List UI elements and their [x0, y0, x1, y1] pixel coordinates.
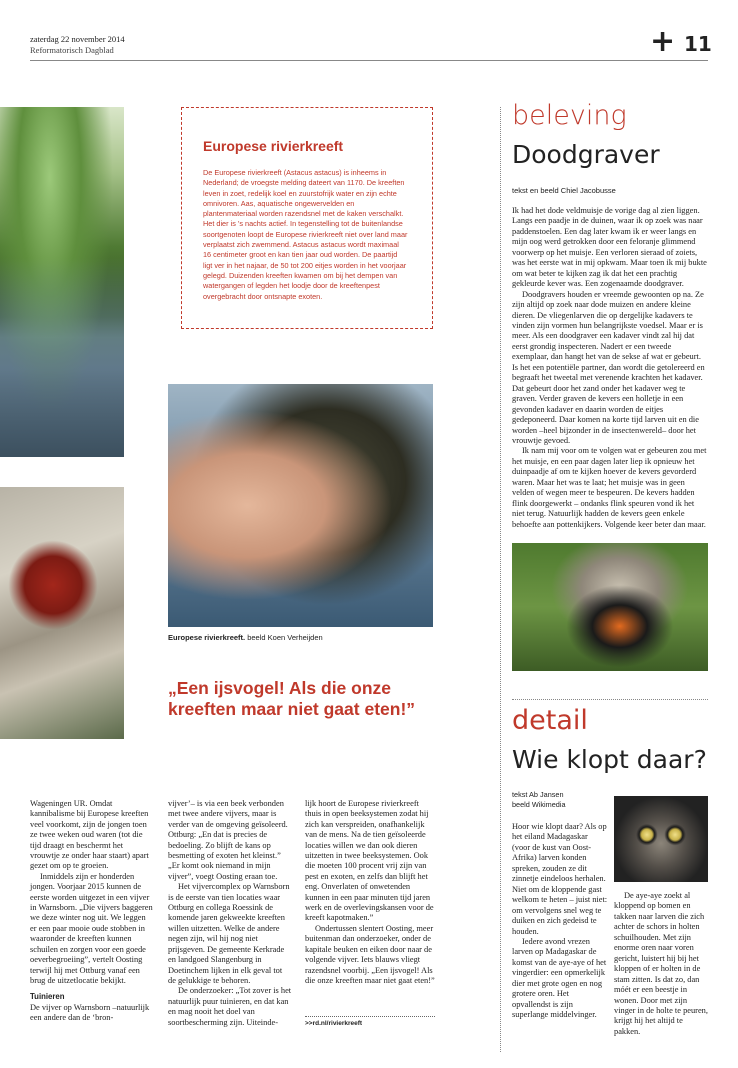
photo-caption: [168, 633, 438, 643]
detail-divider: [512, 699, 708, 700]
article-paragraph: De onderzoeker: „Tot zover is het natuurlijk puur tuinieren, en dat kan en mag nooit het doel van soortbescherming zijn. Uiteinde-: [168, 986, 292, 1027]
caption-title: Europese rivierkreeft.: [168, 633, 246, 642]
info-box-text: De Europese rivierkreeft (Astacus astacus) is inheems in Nederland; de vroegste melding dateert van 1170. De kreeften leven in zoet, redelijk koel en zuurstofrijk water en zijn echte omnivoren. Aas, aquatische ongewervelden en plantenmateriaal worden razendsnel met de kaken verschalkt. Het dier is ’s nachts actief. In tegenstelling tot de buitenlandse soortgenoten loopt de Europese rivierkreeft niet over land maar verplaatst zich zwemmend. Astacus astacus wordt maximaal 16 centimeter groot en kan tien jaar oud worden. De paartijd ligt ver in het najaar, de 50 tot 200 eitjes worden in het voorjaar gelegd. Duizenden kreeften kwamen om bij het dempen van watergangen of legden het loodje door de kreeftenpest overgebracht door ontsnapte exoten.: [203, 168, 408, 301]
pull-quote: „Een ijsvogel! Als die onze kreeften maar niet gaat eten!”: [168, 678, 416, 719]
detail-paragraph: Iedere avond vrezen larven op Madagaskar de komst van de aye-aye of het vingerdier: een opmerkelijk dier met grote ogen en nog grotere oren. Het opvallendst is zijn superlange middelvinger.: [512, 936, 607, 1020]
beleving-title: Doodgraver: [512, 140, 660, 169]
aye-aye-photo: [614, 796, 708, 882]
article-paragraph: vijver’– is via een beek verbonden met twee andere vijvers, maar is verder van de omgeving geïsoleerd. Ottburg: „En dat is precies de bedoeling. Zo blijft de kans op besmetting of exoten het kleinst.” „Er komt ook niemand in mijn vijver”, voegt Oosting eraan toe.: [168, 799, 288, 881]
info-box-title: Europese rivierkreeft: [203, 138, 344, 154]
detail-credit-image: beeld Wikimedia: [512, 800, 566, 809]
column-divider: [500, 107, 501, 1052]
section-label-beleving: beleving: [512, 100, 627, 131]
section-label-detail: detail: [512, 705, 588, 736]
article-column-3: [305, 799, 435, 986]
caption-credit: beeld Koen Verheijden: [247, 633, 323, 642]
beleving-text: [512, 206, 708, 530]
detail-title: Wie klopt daar?: [512, 745, 707, 774]
pond-water-reflection: [0, 258, 124, 457]
article-subheading: Tuinieren: [30, 992, 65, 1002]
detail-text-column-1: [512, 822, 608, 1021]
burying-beetle-photo: [512, 543, 708, 671]
article-column-2: [168, 799, 292, 1028]
article-paragraph: Inmiddels zijn er honderden jongen. Voorjaar 2015 kunnen de eerste worden uitgezet in een vijver in Warnsborn. „Die vijvers baggeren we deze winter nog uit. We leggen er een paar mooie oude stobben in waaronder de kreeften kunnen schuilen en zorgen voor een goede oeverbegroeiing”, vertelt Oosting terwijl hij met Ottburg vanaf een brug de uitzetlocatie bekijkt.: [30, 871, 153, 985]
page-number: 11: [684, 32, 712, 56]
beleving-paragraph: Ik nam mij voor om te volgen wat er gebeuren zou met het muisje, en een paar dagen later liep ik opnieuw het duinpaadje af om te kijken hoever de kevers gevorderd waren. Maar het was te laat; het muisje was in geen velden of wegen meer te bespeuren. De kevers hadden flink doorgewerkt – ondanks flink speuren vond ik het niet terug. Natuurlijk hadden de kevers geen enkele behoefte aan pottenkijkers. Volgende keer beter dan maar.: [512, 446, 707, 529]
article-column-1: [30, 799, 154, 1024]
header-divider: [30, 60, 708, 61]
detail-paragraph: Hoor wie klopt daar? Als op het eiland Madagaskar (voor de kust van Oost-Afrika) larven konden spreken, zouden ze dit zinnetje eindeloos herhalen. Niet om de kloppende gast welkom te heten – juist niet: om vervolgens snel weg te duiken en zich gedeisd te houden.: [512, 822, 608, 936]
weblink-divider: [305, 1016, 435, 1017]
beleving-credit: tekst en beeld Chiel Jacobusse: [512, 186, 616, 195]
issue-date: zaterdag 22 november 2014: [30, 34, 125, 44]
newspaper-name: Reformatorisch Dagblad: [30, 45, 114, 55]
web-link[interactable]: >>rd.nl/rivierkreeft: [305, 1020, 363, 1027]
section-plus-mark: +: [650, 24, 676, 59]
article-paragraph: Het vijvercomplex op Warnsborn is de eerste van tien locaties waar Ottburg en collega Roessink de komende jaren gekweekte kreeften willen uitzetten. Welke de andere negen zijn, wil hij nog niet prijsgeven. De gemeente Kerkrade en landgoed Slangenburg in Doetinchem lijken in elk geval tot de gelukkige te behoren.: [168, 882, 290, 985]
beleving-paragraph: Ik had het dode veldmuisje de vorige dag al zien liggen. Langs een paadje in de duinen, waar ik op zoek was naar paddenstoelen. Een dag later kwam ik er weer langs en mijn oog werd getrokken door een feloranje glimmend voorwerp op het muisje. Een verloren sieraad of zoiets, was het eerste wat in mij opkwam. Maar toen ik mij bukte om wat beter te kijken zag ik dat het een prachtig gekleurde kever was. Een zogenaamde doodgraver.: [512, 206, 707, 289]
detail-credit-text: tekst Ab Jansen: [512, 790, 564, 799]
article-paragraph: De vijver op Warnsborn –natuurlijk een andere dan de ‘bron-: [30, 1002, 150, 1023]
crayfish-in-hand-photo: [168, 384, 433, 627]
beleving-paragraph: Doodgravers houden er vreemde gewoonten op na. Ze zijn altijd op zoek naar dode muizen en andere kleine dieren. De vliegenlarven die op dergelijke kadavers te vinden zijn vormen hun belangrijkste voedsel. Maar er is meer. Als een doodgraver een kadaver vindt zal hij dat eerst grondig inspecteren. Nadert er een tweede exemplaar, dan hangt het van de sekse af wat er gebeurt. Is het een potentiële partner, dan wordt die getolereerd en begraaft het tweetal met verenende krachten het kadaver. Dat gebeurt door het zand onder het kadaver weg te graven. Verder graven de kevers een holletje in een gevonden kadaver en daarin worden de eitjes gedeponeerd. Daar komen na korte tijd larven uit en die worden –heel bijzonder in de insectenwereld– door het vrouwtje gevoed.: [512, 289, 705, 445]
article-paragraph: lijk hoort de Europese rivierkreeft thuis in open beeksystemen zodat hij zich kan verspreiden, onafhankelijk van de mens. Na de tien geïsoleerde locaties willen we dan ook dieren uitzetten in twee beeksystemen. Ook die moeten 100 procent vrij zijn van pest en exoten, en zelfs dan blijft het eng. Onverlaten of onwetenden kunnen in een paar minuten tijd jaren werk en de overlevingskansen voor de kreeft kapotmaken.”: [305, 799, 434, 923]
detail-text-column-2: De aye-aye zoekt al kloppend op bomen en takken naar larven die zich achter de schors in holten schuilhouden. Met zijn enorme oren naar voren gericht, luistert hij bij het kloppen of er holten in de stam zitten. Is dat zo, dan móét er een beestje in wonen. Door met zijn vinger in de holte te peuren, krijgt hij het altijd te pakken.: [614, 891, 708, 1036]
article-paragraph: Ondertussen slentert Oosting, meer buitenman dan onderzoeker, onder de kapitale beuken en eiken door naar de volgende vijver. Iets blauws vliegt razendsnel voorbij. „Een ijsvogel! Als die onze kreeften maar niet gaat eten!”: [305, 923, 435, 985]
article-paragraph: Wageningen UR. Omdat kannibalisme bij Europese kreeften veel voorkomt, zijn de jongen toen ze twee weken oud waren (tot die tijd draagt en beschermt het vrouwtje ze onder haar staart) apart gezet om op te groeien.: [30, 799, 149, 871]
red-crayfish-shape: [8, 540, 98, 630]
